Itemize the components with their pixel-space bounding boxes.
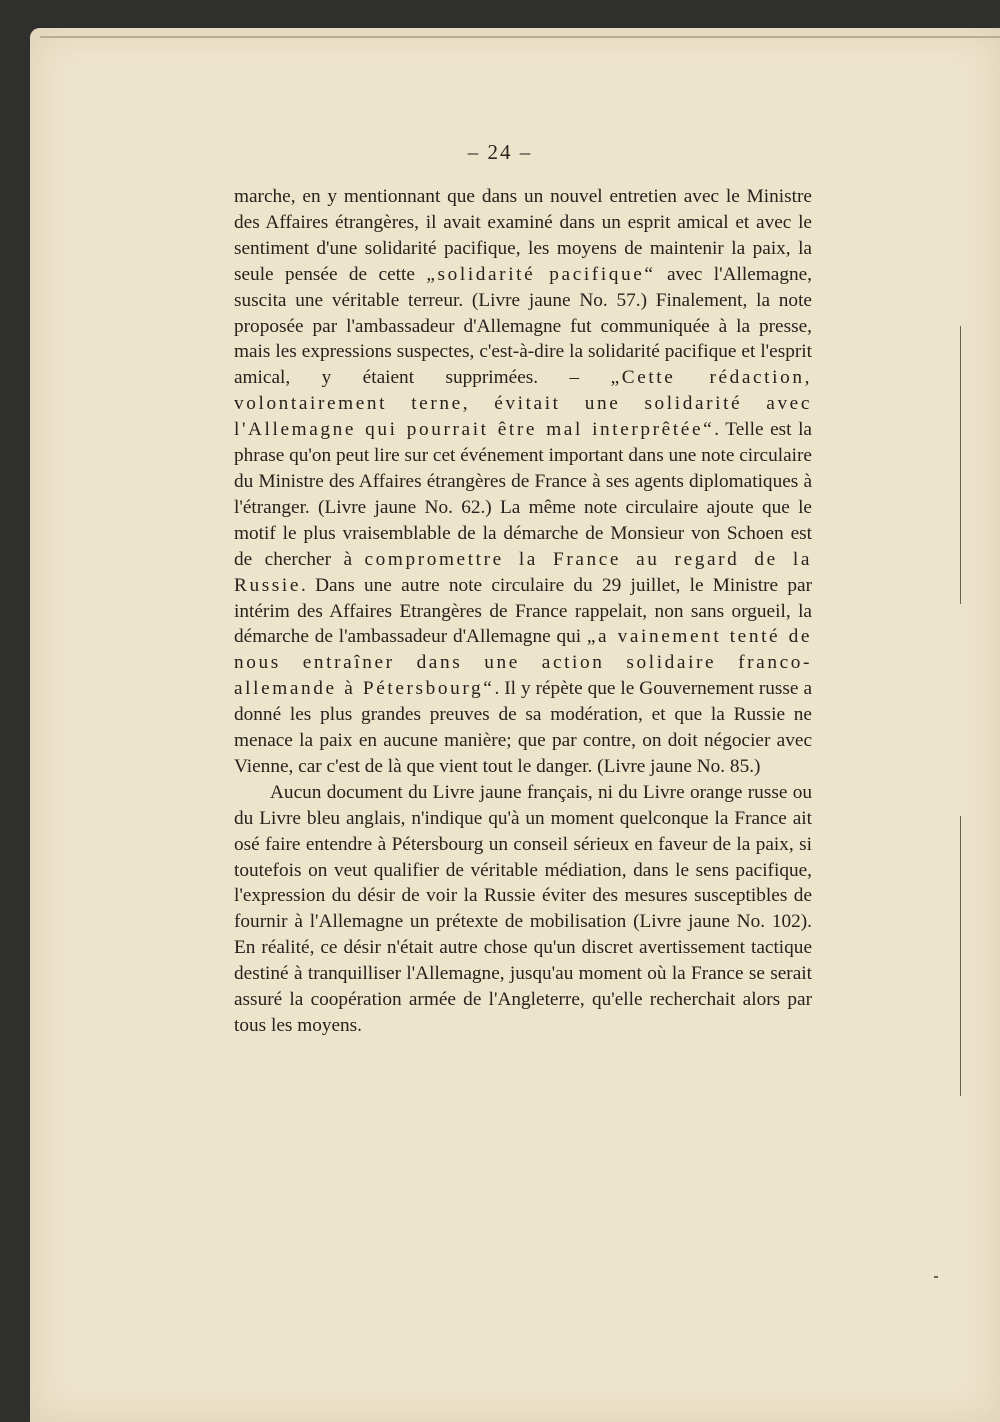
binding-mark-upper [960,326,975,604]
text-run: . Il y répète que le Gouvernement russe a donné les plus grandes preuves de sa modération, et que la Russie ne menace la paix en aucune manière; que par contre, on doit négocier avec Vienne, car c'est de là que vient tout le danger. (Livre jaune No. 85.) [234,678,812,777]
top-rule [40,36,1000,38]
binding-mark-lower [960,816,975,1096]
text-run: . Telle est la phrase qu'on peut lire sur cet événement important dans une note circulaire du Ministre des Affaires étrangères de France à ses agents diplomatiques à l'étranger. (Livre jaune No. 62.) La même note circulaire ajoute que le motif le plus vraisemblable de la démarche de Monsieur von Schoen est de chercher à [234,419,812,570]
page-number: – 24 – [467,140,533,164]
spaced-quote: „Cette rédaction, volontairement terne, évitait une solidarité avec l'Allemagne qui pourrait être mal interprêtée“ [234,367,812,441]
text-run: marche, en y mentionnant que dans un nouvel entretien avec le Ministre des Affaires étrangères, il avait examiné dans un esprit amical et avec le sentiment d'une solidarité pacifique, les moyens de maintenir la paix, la seule pensée de cette [234,186,812,285]
text-run: Aucun document du Livre jaune français, ni du Livre orange russe ou du Livre bleu anglais, n'indique qu'à un moment quelconque la France ait osé faire entendre à Pétersbourg un conseil sérieux en faveur de la paix, si toutefois on veut qualifier de véritable médiation, dans le sens pacifique, l'expression du désir de voir la Russie éviter des mesures susceptibles de fournir à l'Allemagne un prétexte de mobilisation (Livre jaune No. 102). En réalité, ce désir n'était autre chose qu'un discret avertissement tactique destiné à tranquilliser l'Allemagne, jusqu'au moment où la France se serait assuré la coopération armée de l'Angleterre, qu'elle recherchait alors par tous les moyens. [234,781,812,1036]
spaced-quote: compromettre la France au regard de la Russie [234,548,812,596]
body-text [234,184,812,1039]
text-run: . Dans une autre note circulaire du 29 juillet, le Ministre par intérim des Affaires Etrangères de France rappelait, non sans orgueil, la démarche de l'ambassadeur d'Allemagne qui [234,574,812,648]
paper-speck [934,1276,938,1278]
paragraph-2 [234,780,812,1039]
paragraph-1 [234,184,812,780]
text-run: avec l'Allemagne, suscita une véritable terreur. (Livre jaune No. 57.) Finalement, la note proposée par l'ambassadeur d'Allemagne fut communiquée à la presse, mais les expressions suspectes, c'est-à-dire la solidarité pacifique et l'esprit amical, y étaient supprimées. – [234,263,812,389]
spaced-quote: „a vainement tenté de nous entraîner dans une action solidaire franco-allemande à Pétersbourg“ [234,626,812,700]
spaced-quote: „solidarité pacifique“ [426,263,656,285]
